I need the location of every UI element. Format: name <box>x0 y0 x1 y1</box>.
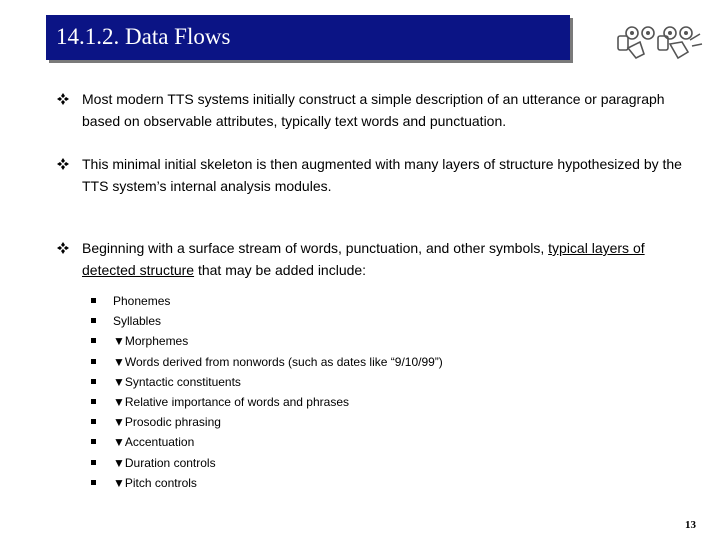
square-bullet-icon <box>91 298 96 303</box>
square-bullet-icon <box>91 338 96 343</box>
team-logo-icon <box>614 22 704 62</box>
square-bullet-icon <box>91 439 96 444</box>
bullet-text-end: that may be added include: <box>194 262 367 278</box>
diamond-bullet-icon <box>57 242 69 254</box>
page-number: 13 <box>685 519 696 531</box>
bullet-text: Most modern TTS systems initially construct a simple description of an utterance or paragraph based on observable attributes, typically text words and punctuation. <box>82 91 665 129</box>
square-bullet-icon <box>91 460 96 465</box>
diamond-bullet-icon <box>57 93 69 105</box>
square-bullet-icon <box>91 399 96 404</box>
slide-title: 14.1.2. Data Flows <box>56 24 231 49</box>
bullet-text: This minimal initial skeleton is then augmented with many layers of structure hypothesized by the TTS system’s internal analysis modules. <box>82 156 682 194</box>
square-bullet-icon <box>91 379 96 384</box>
square-bullet-icon <box>91 318 96 323</box>
square-bullet-icon <box>91 419 96 424</box>
bullet-text <box>82 237 682 281</box>
square-bullet-icon <box>91 480 96 485</box>
title-bar <box>46 15 570 60</box>
underlined-phrase: typical layers of detected structure <box>82 240 645 278</box>
square-bullet-icon <box>91 359 96 364</box>
bullet-text-start: Beginning with a surface stream of words, punctuation, and other symbols, <box>82 240 549 256</box>
diamond-bullet-icon <box>57 158 69 170</box>
